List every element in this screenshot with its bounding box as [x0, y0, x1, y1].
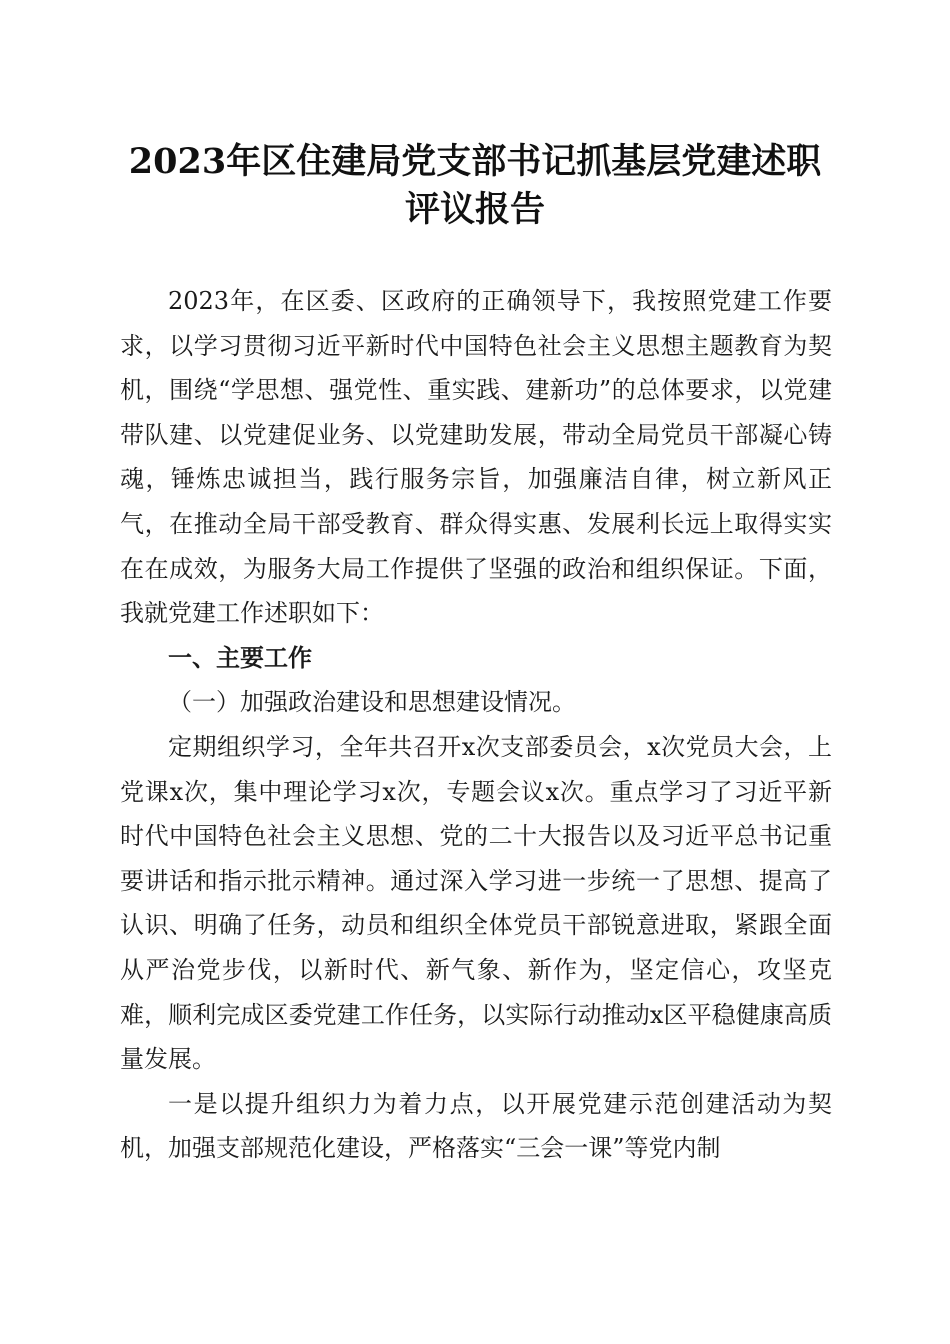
intro-paragraph: 2023年，在区委、区政府的正确领导下，我按照党建工作要求，以学习贯彻习近平新时代中国特色社会主义思想主题教育为契机，围绕“学思想、强党性、重实践、建新功”的总体要求，以党建带队建、以党建促业务、以党建助发展，带动全局党员干部凝心铸魂，锤炼忠诚担当，践行服务宗旨，加强廉洁自律，树立新风正气，在推动全局干部受教育、群众得实惠、发展利长远上取得实实在在成效，为服务大局工作提供了坚强的政治和组织保证。下面，我就党建工作述职如下： — [120, 287, 832, 628]
paragraph-organization: 一是以提升组织力为着力点，以开展党建示范创建活动为契机，加强支部规范化建设，严格落实“三会一课”等党内制 — [120, 1089, 832, 1163]
subsection-heading-political-building: （一）加强政治建设和思想建设情况。 — [168, 688, 576, 717]
document-title-line2: 评议报告 — [404, 189, 545, 230]
document-body — [120, 279, 832, 1171]
document-title-line1: 2023年区住建局党支部书记抓基层党建述职 — [128, 141, 822, 182]
paragraph-study: 定期组织学习，全年共召开x次支部委员会，x次党员大会，上党课x次，集中理论学习x次，专题会议x次。重点学习了习近平新时代中国特色社会主义思想、党的二十大报告以及习近平总书记重要讲话和指示批示精神。通过深入学习进一步统一了思想、提高了认识、明确了任务，动员和组织全体党员干部锐意进取，紧跟全面从严治党步伐，以新时代、新气象、新作为，坚定信心，攻坚克难，顺利完成区委党建工作任务，以实际行动推动x区平稳健康高质量发展。 — [120, 732, 832, 1074]
section-heading-main-work: 一、主要工作 — [168, 643, 312, 672]
